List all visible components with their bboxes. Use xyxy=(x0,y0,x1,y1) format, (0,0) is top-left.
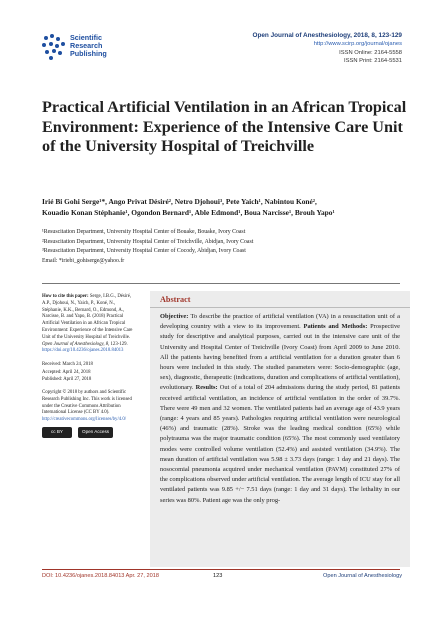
abstract-panel xyxy=(150,291,410,567)
results-text: Out of a total of 204 admissions during the study period, 81 patients received artificial ventilation, an incidence of artificial ventilation in the order of 39.7%. There were 49 men and 32 women. The ventilated patients had an average age of 43.9 years (range: 4 years and 85 years). Pathologies requiring artificial ventilation were neurological (46%) and traumatic (28%). Stroke was the leading medical condition (65%) while polytrauma was the major traumatic condition (65%). The most commonly used ventilatory modes were controlled volume ventilation (52.4%) and assisted ventilation (34.9%). The mean duration of artificial ventilation was 5.98 ± 3.73 days (range: 1 day and 21 days). The nosocomial pneumonia acquired under mechanical ventilation (PAVM) constituted 27% of the complications observed under artificial ventilation. The average length of ICU stay for all ventilated patients was 9.85 +/− 7.51 days (range: 1 day and 31 days). The lethality in our series was 80%. Patient age was the only prog- xyxy=(160,384,400,504)
objective-text: To describe the practice of artificial ventilation (VA) in a resuscitation unit of a developing country with a view to its improvement. xyxy=(160,313,400,331)
author-list xyxy=(42,196,412,218)
journal-url-link[interactable]: http://www.scirp.org/journal/ojanes xyxy=(313,41,402,48)
footer-journal: Open Journal of Anesthesiology xyxy=(323,573,402,579)
dates-block xyxy=(42,361,134,384)
abstract-heading: Abstract xyxy=(150,291,410,308)
citation-doi-link[interactable]: https://doi.org/10.4236/ojanes.2018.84013 xyxy=(42,348,124,354)
article-title: Practical Artificial Ventilation in an African Tropical Environment: Experience of the Intensive Care Unit of the University Hospital of Treichville xyxy=(42,98,407,155)
citation-journal: Open Journal of Anesthesiology, 8, xyxy=(42,341,110,347)
footer-doi: DOI: 10.4236/ojanes.2018.84013 Apr. 27, 2018 xyxy=(42,573,159,579)
affiliation-2: ²Resuscitation Department, University Hospital Center of Treichville, Abidjan, Ivory Coast xyxy=(42,238,254,245)
publisher-name: Scientific Research Publishing xyxy=(70,33,107,58)
author-email[interactable]: Email: *iriebi_gohiserge@yahoo.fr xyxy=(42,257,125,264)
copyright-block xyxy=(42,390,134,438)
article-sidebar xyxy=(42,294,134,444)
citation-label: How to cite this paper: xyxy=(42,294,89,299)
publisher-logo xyxy=(42,34,107,60)
page-number: 123 xyxy=(213,573,223,579)
footer-divider xyxy=(42,569,400,570)
citation-text: Serge, I.B.G., Désiré, A.P., Djohoui, N., Yaich, P., Koné, N., Stéphanie, K.K., Bernard, O., Edmond, A., Narcisse, B. and Yapo, B. (2018) Practical Artificial Ventilation in an African Tropical Environment: Experience of the Intensive Care Unit of the University Hospital of Treichville. xyxy=(42,294,133,340)
cc-by-badge[interactable]: cc BY xyxy=(42,427,72,438)
abstract-body xyxy=(150,308,410,506)
affiliations xyxy=(42,228,412,266)
accepted-date: Accepted: April 24, 2018 xyxy=(42,369,91,375)
authors-line-2: Kouadio Konan Stéphanie¹, Ogondon Bernard¹, Able Edmond¹, Boua Narcisse¹, Brouh Yapo¹ xyxy=(42,208,335,217)
methods-label: Patients and Methods: xyxy=(303,323,368,331)
authors-line-1: Irié Bi Gohi Serge¹*, Ango Privat Désiré², Netro Djohoui³, Pete Yaich¹, Nabintou Koné², xyxy=(42,197,317,206)
published-date: Published: April 27, 2018 xyxy=(42,377,92,383)
open-access-badge: Open Access xyxy=(78,427,113,438)
objective-label: Objective: xyxy=(160,313,189,320)
license-link[interactable]: http://creativecommons.org/licenses/by/4.0/ xyxy=(42,417,127,423)
citation-pages: 123-129. xyxy=(110,341,128,347)
affiliation-3: ³Resuscitation Department, University Hospital Center of Cocody, Abidjan, Ivory Coast xyxy=(42,248,246,255)
section-divider xyxy=(42,283,400,284)
issn-online: ISSN Online: 2164-5558 xyxy=(339,49,402,56)
publisher-logo-icon xyxy=(42,34,66,60)
methods-text: Prospective study for descriptive and analytical purposes, carried out in the intensive care unit of the University and Hospital Center of Treichville (Ivory Coast) from April 2009 to June 2010. All the patients having benefited from a artificial ventilation for a duration greater than 6 hours were included in this study. The studied parameters were: Socio-demographic (age, sex), diagnostic, therapeutic (indications, duration and complications of artificial ventilation), evolutionary. xyxy=(160,323,400,392)
received-date: Received: March 24, 2018 xyxy=(42,362,93,368)
license-badges xyxy=(42,427,134,438)
issn-print: ISSN Print: 2164-5531 xyxy=(343,58,402,65)
journal-name: Open Journal of Anesthesiology, 2018, 8, 123-129 xyxy=(252,32,402,39)
copyright-text: Copyright © 2018 by authors and Scientific Research Publishing Inc. This work is licensed under the Creative Commons Attribution International License (CC BY 4.0). xyxy=(42,389,132,416)
affiliation-1: ¹Resuscitation Department, University Hospital Center of Bouake, Bouake, Ivory Coast xyxy=(42,229,246,235)
journal-meta xyxy=(252,32,402,66)
citation-block xyxy=(42,294,134,355)
results-label: Results: xyxy=(195,384,218,392)
